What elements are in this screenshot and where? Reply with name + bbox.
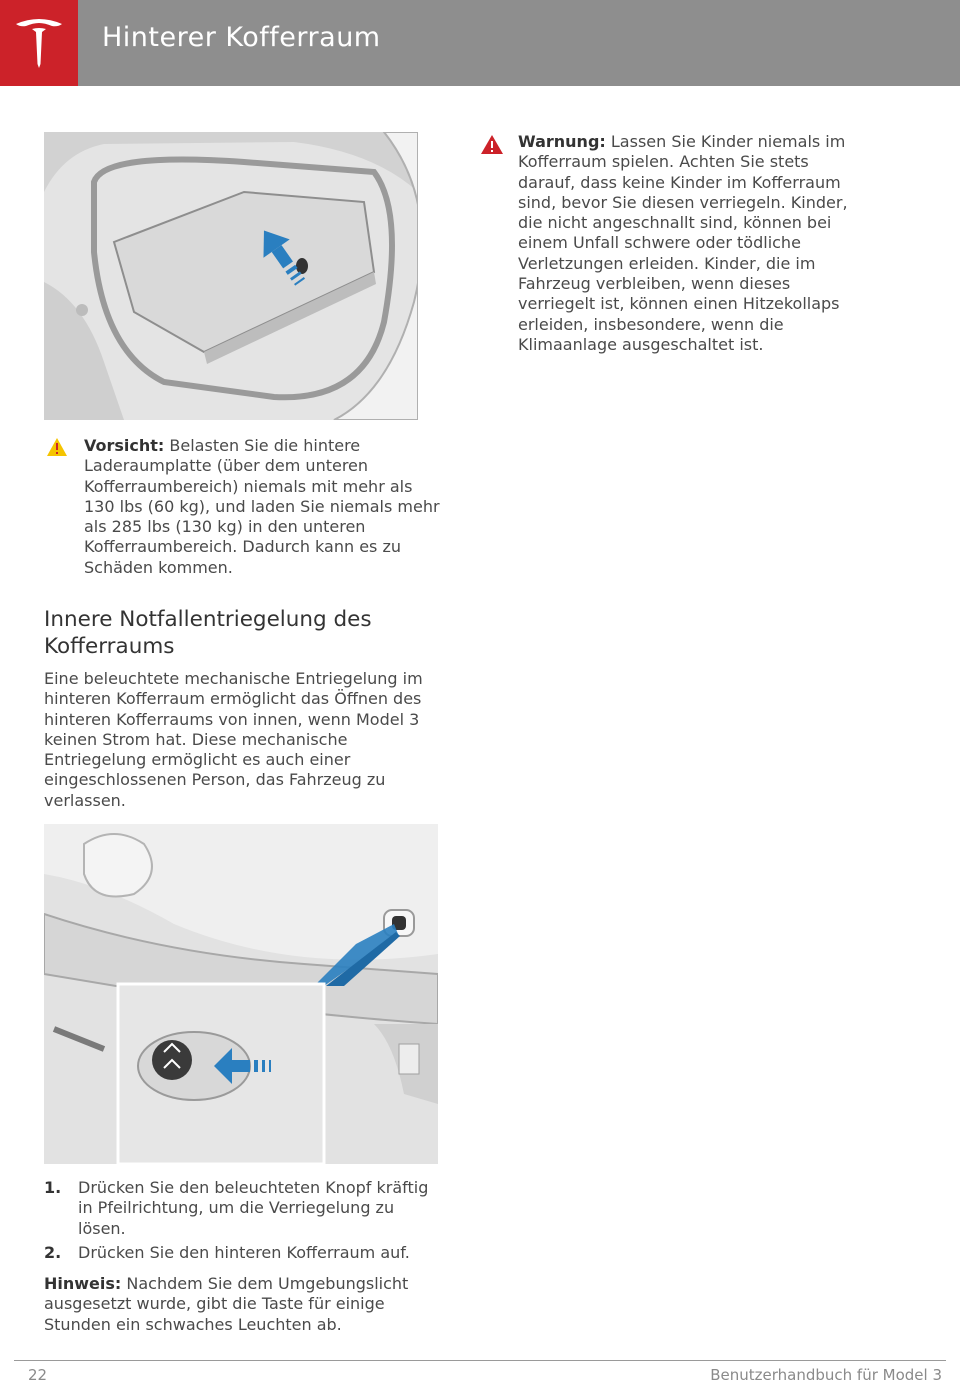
hint-label: Hinweis:: [44, 1274, 122, 1293]
step-number: 2.: [44, 1242, 62, 1262]
step-text: Drücken Sie den hinteren Kofferraum auf.: [78, 1242, 410, 1262]
step-text: Drücken Sie den beleuchteten Knopf kräftig in Pfeilrichtung, um die Verriegelung zu lösen.: [78, 1178, 429, 1238]
section-paragraph: Eine beleuchtete mechanische Entriegelung im hinteren Kofferraum ermöglicht das Öffnen des hinteren Kofferraums von innen, wenn Model 3 keinen Strom hat. Diese mechanische Entriegelung ermöglicht es auch einer eingeschlossenen Person, das Fahrzeug zu verlassen.: [44, 669, 423, 810]
release-button-figure: [44, 824, 438, 1164]
step-number: 1.: [44, 1178, 62, 1197]
footer-divider: [14, 1360, 946, 1361]
warning-triangle-icon: [480, 134, 504, 155]
warning-text: Lassen Sie Kinder niemals im Kofferraum spielen. Achten Sie stets darauf, dass keine Kinder im Kofferraum sind, bevor Sie diesen verriegeln. Kinder, die nicht angeschnallt sind, können bei einem Unfall schwere oder tödliche Verletzungen erleiden. Kinder, die im Fahrzeug verbleiben, wenn dieses verriegelt ist, können einen Hitzekollaps erleiden, insbesondere, wenn die Klimaanlage ausgeschaltet ist.: [518, 132, 848, 354]
hint-note: [44, 1274, 444, 1335]
page-header: [0, 0, 960, 86]
warning-note: [518, 132, 862, 355]
caution-triangle-icon: [46, 437, 68, 457]
caution-note: [84, 436, 440, 578]
warning-label: Warnung:: [518, 132, 606, 151]
steps-list: [44, 1178, 444, 1267]
tesla-logo: [0, 0, 78, 86]
caution-label: Vorsicht:: [84, 436, 165, 455]
manual-title: Benutzerhandbuch für Model 3: [710, 1366, 942, 1384]
page-title: Hinterer Kofferraum: [102, 22, 381, 53]
caution-text: Belasten Sie die hintere Laderaumplatte (über dem unteren Kofferraumbereich) niemals mit mehr als 130 lbs (60 kg), und laden Sie niemals mehr als 285 lbs (130 kg) in den unteren Kofferraumbereich. Dadurch kann es zu Schäden kommen.: [84, 436, 440, 577]
trunk-floor-figure: [44, 132, 418, 420]
tesla-logo-icon: [12, 14, 66, 70]
list-item: [44, 1243, 444, 1263]
hint-text: Nachdem Sie dem Umgebungslicht ausgesetzt wurde, gibt die Taste für einige Stunden ein schwaches Leuchten ab.: [44, 1274, 409, 1334]
page-number: 22: [28, 1366, 48, 1384]
list-item: [44, 1178, 444, 1239]
section-heading: Innere Notfallentriegelung des Kofferraums: [44, 607, 372, 659]
